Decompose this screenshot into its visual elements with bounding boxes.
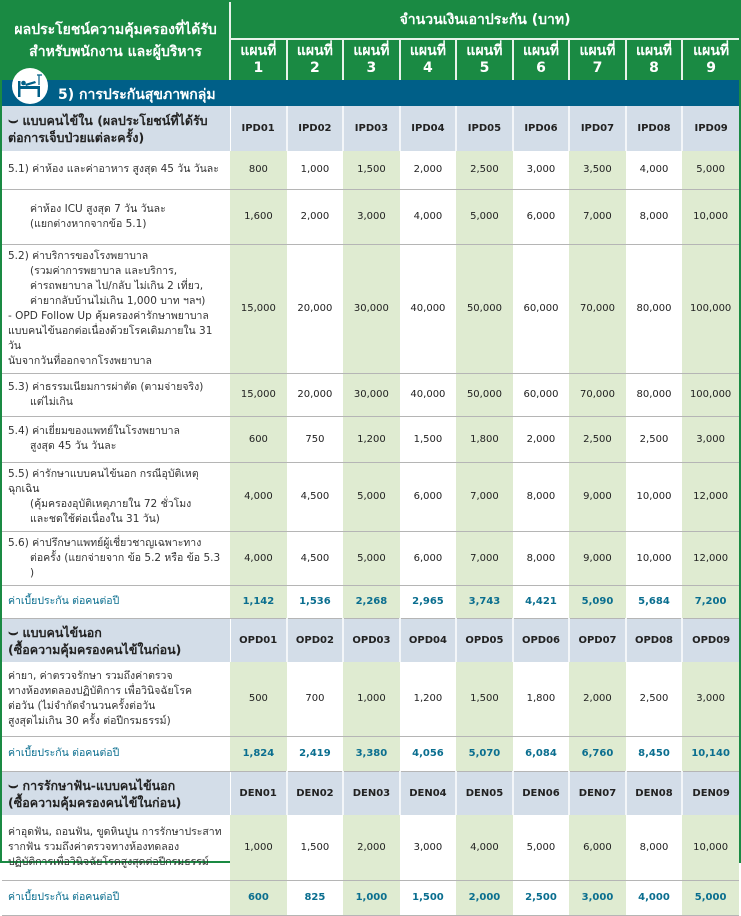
benefit-amount: 8,000 [626, 189, 683, 244]
premium-amount: 3,743 [456, 585, 513, 618]
benefit-amount: 5,000 [682, 151, 739, 189]
plan-word: แผนที่ [240, 43, 277, 59]
table-title-line1: ผลประโยชน์ความคุ้มครองที่ได้รับ [14, 22, 217, 38]
plan-code: DEN05 [456, 771, 513, 815]
benefit-amount: 12,000 [682, 531, 739, 585]
plan-header-7 [569, 39, 626, 80]
premium-label: ค่าเบี้ยประกัน ต่อคนต่อปี [2, 736, 230, 771]
benefit-amount: 750 [287, 416, 344, 462]
benefit-amount: 3,000 [513, 151, 570, 189]
plan-code: DEN07 [569, 771, 626, 815]
benefit-amount: 60,000 [513, 244, 570, 373]
plan-code: DEN08 [626, 771, 683, 815]
benefit-amount: 4,000 [230, 531, 287, 585]
benefit-amount: 9,000 [569, 531, 626, 585]
benefit-label-line: 5.4) ค่าเยี่ยมของแพทย์ในโรงพยาบาล [8, 425, 180, 437]
benefit-label [2, 151, 230, 189]
benefit-row [2, 373, 739, 416]
plan-word: แผนที่ [353, 43, 390, 59]
premium-amount: 825 [287, 880, 344, 915]
benefit-amount: 100,000 [682, 373, 739, 416]
plan-number: 5 [479, 60, 490, 76]
benefit-label-line: สูงสุดไม่เกิน 30 ครั้ง ต่อปีกรมธรรม์) [8, 714, 171, 727]
benefits-table [2, 2, 739, 916]
benefit-row [2, 244, 739, 373]
plan-code: DEN04 [400, 771, 457, 815]
benefit-label-line: รากฟัน รวมถึงค่าตรวจทางห้องทดลอง [8, 840, 180, 853]
plan-code: DEN01 [230, 771, 287, 815]
plan-number: 6 [536, 60, 546, 76]
premium-amount: 4,421 [513, 585, 570, 618]
benefit-amount: 4,500 [287, 462, 344, 531]
plan-header-4 [400, 39, 457, 80]
plan-code: OPD02 [287, 618, 344, 662]
benefit-amount: 15,000 [230, 244, 287, 373]
benefit-amount: 4,000 [230, 462, 287, 531]
group-title-line1: การรักษาฟัน-แบบคนไข้นอก [22, 777, 176, 793]
plan-code: IPD04 [400, 106, 457, 151]
plan-code: OPD03 [343, 618, 400, 662]
benefit-label [2, 244, 230, 373]
benefit-label [2, 373, 230, 416]
amount-header: จำนวนเงินเอาประกัน (บาท) [230, 2, 739, 39]
plan-header-5 [456, 39, 513, 80]
benefit-amount: 5,000 [343, 531, 400, 585]
benefit-amount: 8,000 [626, 815, 683, 880]
benefit-amount: 30,000 [343, 244, 400, 373]
benefit-amount: 6,000 [513, 189, 570, 244]
benefit-label-line: 5.1) ค่าห้อง และค่าอาหาร สูงสุด 45 วัน วันละ [8, 163, 219, 176]
benefit-label [2, 662, 230, 736]
benefit-amount: 7,000 [456, 531, 513, 585]
benefit-row [2, 189, 739, 244]
benefit-label-line: ค่ารถพยาบาล ไป/กลับ ไม่เกิน 2 เที่ยว, [30, 279, 204, 292]
benefit-label-line: แบบคนไข้นอกต่อเนื่องด้วยโรคเดิมภายใน 31 วัน [8, 324, 213, 352]
benefit-amount: 80,000 [626, 244, 683, 373]
benefit-label-line: 5.5) ค่ารักษาแบบคนไข้นอก กรณีอุบัติเหตุฉุกเฉิน [8, 467, 199, 495]
plan-header-1 [230, 39, 287, 80]
plan-number: 2 [310, 60, 320, 76]
plan-code: OPD01 [230, 618, 287, 662]
benefit-label-line: นับจากวันที่ออกจากโรงพยาบาล [8, 354, 152, 367]
benefit-amount: 500 [230, 662, 287, 736]
premium-row [2, 736, 739, 771]
benefit-label-line: 5.2) ค่าบริการของโรงพยาบาล [8, 249, 149, 262]
benefit-amount: 1,500 [343, 151, 400, 189]
benefit-label-line: 5.6) ค่าปรึกษาแพทย์ผู้เชี่ยวชาญเฉพาะทาง [8, 536, 202, 549]
plan-code: IPD07 [569, 106, 626, 151]
benefit-amount: 6,000 [400, 462, 457, 531]
premium-row [2, 880, 739, 915]
premium-amount: 1,000 [343, 880, 400, 915]
benefit-amount: 7,000 [569, 189, 626, 244]
benefit-amount: 1,500 [456, 662, 513, 736]
plan-code: DEN09 [692, 787, 730, 799]
premium-amount: 2,000 [456, 880, 513, 915]
premium-row [2, 585, 739, 618]
premium-amount: 1,536 [287, 585, 344, 618]
benefit-label-line: - OPD Follow Up คุ้มครองค่ารักษาพยาบาล [8, 309, 209, 322]
benefit-row [2, 416, 739, 462]
smile-icon: ⌣ [8, 621, 19, 641]
plan-word: แผนที่ [296, 43, 333, 59]
premium-amount: 1,142 [230, 585, 287, 618]
benefit-row [2, 531, 739, 585]
benefit-amount: 50,000 [456, 373, 513, 416]
plan-number: 7 [592, 60, 603, 76]
plan-header-2 [287, 39, 344, 80]
premium-amount: 1,824 [230, 736, 287, 771]
benefit-amount: 80,000 [626, 373, 683, 416]
benefit-label-line: ค่าห้อง ICU สูงสุด 7 วัน วันละ [30, 202, 166, 215]
premium-amount: 2,268 [343, 585, 400, 618]
benefit-amount: 4,000 [626, 151, 683, 189]
benefit-label-line: (แยกต่างหากจากข้อ 5.1) [30, 217, 147, 230]
benefit-amount: 2,000 [513, 416, 570, 462]
benefit-amount: 4,000 [400, 189, 457, 244]
premium-label: ค่าเบี้ยประกัน ต่อคนต่อปี [2, 880, 230, 915]
benefit-amount: 15,000 [230, 373, 287, 416]
plan-word: แผนที่ [693, 43, 730, 59]
premium-amount: 3,380 [343, 736, 400, 771]
plan-code: DEN02 [287, 771, 344, 815]
benefit-amount: 800 [230, 151, 287, 189]
plan-code: OPD05 [456, 618, 513, 662]
plan-header-6 [513, 39, 570, 80]
smile-icon: ⌣ [8, 774, 19, 794]
benefit-amount: 4,000 [456, 815, 513, 880]
premium-amount: 4,000 [626, 880, 683, 915]
benefit-amount: 1,000 [287, 151, 344, 189]
benefit-amount: 3,000 [400, 815, 457, 880]
benefit-amount: 3,500 [569, 151, 626, 189]
benefit-amount: 6,000 [400, 531, 457, 585]
benefit-label-line: 5.3) ค่าธรรมเนียมการผ่าตัด (ตามจ่ายจริง) [8, 380, 204, 393]
benefit-label [2, 416, 230, 462]
section-title: 5) การประกันสุขภาพกลุ่ม [58, 87, 216, 103]
benefit-amount: 70,000 [569, 373, 626, 416]
benefit-amount: 1,200 [400, 662, 457, 736]
group-header-row [2, 771, 739, 815]
premium-amount: 5,000 [682, 880, 739, 915]
benefit-amount: 2,000 [569, 662, 626, 736]
benefit-row [2, 662, 739, 736]
benefit-amount: 3,000 [682, 416, 739, 462]
plan-code: IPD02 [287, 106, 344, 151]
benefit-amount: 2,500 [569, 416, 626, 462]
benefit-label [2, 531, 230, 585]
premium-amount: 6,760 [569, 736, 626, 771]
benefit-amount: 2,000 [287, 189, 344, 244]
benefit-amount: 100,000 [682, 244, 739, 373]
benefit-amount: 4,500 [287, 531, 344, 585]
benefit-amount: 10,000 [682, 189, 739, 244]
plan-number: 4 [423, 60, 433, 76]
benefit-amount: 2,500 [626, 662, 683, 736]
benefit-amount: 60,000 [513, 373, 570, 416]
benefit-row [2, 815, 739, 880]
group-title-line2: ต่อการเจ็บป่วยแต่ละครั้ง) [8, 130, 145, 145]
plan-code: DEN03 [343, 771, 400, 815]
smile-icon: ⌣ [8, 110, 19, 129]
benefit-label [2, 189, 230, 244]
plan-word: แผนที่ [522, 43, 559, 59]
plan-number: 8 [649, 60, 659, 76]
plan-header-8 [626, 39, 683, 80]
benefit-amount: 40,000 [400, 373, 457, 416]
premium-amount: 3,000 [569, 880, 626, 915]
plan-code: IPD06 [513, 106, 570, 151]
plan-number: 1 [253, 60, 264, 76]
group-title [2, 106, 230, 151]
benefit-label-line: ค่าอุดฟัน, ถอนฟัน, ขูดหินปูน การรักษาประสาท [8, 825, 222, 838]
premium-amount: 2,500 [513, 880, 570, 915]
plan-word: แผนที่ [635, 43, 672, 59]
benefit-row [2, 151, 739, 189]
benefit-amount: 2,000 [343, 815, 400, 880]
plan-word: แผนที่ [466, 43, 503, 59]
benefit-amount: 6,000 [569, 815, 626, 880]
benefit-amount: 1,500 [400, 416, 457, 462]
table-title-line2: สำหรับพนักงาน และผู้บริหาร [29, 44, 202, 60]
benefit-amount: 3,000 [682, 662, 739, 736]
benefit-amount: 3,000 [343, 189, 400, 244]
premium-amount: 5,684 [626, 585, 683, 618]
benefit-label-line: สูงสุด 45 วัน วันละ [30, 440, 117, 452]
benefit-label-line: ต่อวัน (ไม่จำกัดจำนวนครั้งต่อวัน [8, 699, 156, 712]
benefit-label [2, 815, 230, 880]
group-title-line2: (ซื้อความคุ้มครองคนไข้ในก่อน) [8, 641, 182, 657]
benefit-amount: 2,500 [626, 416, 683, 462]
section-bar-row [2, 80, 739, 106]
group-title-line1: แบบคนไข้ใน (ผลประโยชน์ที่ได้รับ [22, 113, 208, 128]
benefit-amount: 5,000 [513, 815, 570, 880]
plan-code: OPD06 [513, 618, 570, 662]
premium-amount: 2,965 [400, 585, 457, 618]
premium-label: ค่าเบี้ยประกัน ต่อคนต่อปี [2, 585, 230, 618]
benefit-amount: 1,000 [230, 815, 287, 880]
premium-amount: 600 [230, 880, 287, 915]
benefit-amount: 20,000 [287, 373, 344, 416]
benefit-amount: 40,000 [400, 244, 457, 373]
plan-code: DEN06 [513, 771, 570, 815]
group-title [2, 771, 230, 815]
premium-amount: 8,450 [626, 736, 683, 771]
plan-word: แผนที่ [409, 43, 446, 59]
benefit-label-line: ต่อครั้ง (แยกจ่ายจาก ข้อ 5.2 หรือ ข้อ 5.3 ) [30, 551, 221, 579]
benefit-amount: 30,000 [343, 373, 400, 416]
benefit-amount: 1,200 [343, 416, 400, 462]
plan-code: IPD05 [456, 106, 513, 151]
hospital-bed-icon [12, 68, 48, 104]
plan-number: 3 [366, 60, 377, 76]
plan-header-9 [682, 39, 739, 80]
group-title [2, 618, 230, 662]
header-row-top [2, 2, 739, 39]
benefit-amount: 70,000 [569, 244, 626, 373]
benefit-amount: 10,000 [626, 462, 683, 531]
plan-code: OPD04 [400, 618, 457, 662]
plan-code: IPD03 [343, 106, 400, 151]
group-title-line1: แบบคนไข้นอก [22, 624, 102, 640]
benefit-amount: 8,000 [513, 462, 570, 531]
benefit-amount: 700 [287, 662, 344, 736]
benefit-label-line: ค่ายากลับบ้านไม่เกิน 1,000 บาท ฯลฯ) [30, 294, 206, 307]
plan-word: แผนที่ [579, 43, 616, 59]
benefit-amount: 7,000 [456, 462, 513, 531]
plan-number: 9 [706, 60, 716, 76]
benefit-amount: 1,000 [343, 662, 400, 736]
benefit-amount: 50,000 [456, 244, 513, 373]
benefit-amount: 8,000 [513, 531, 570, 585]
premium-amount: 10,140 [682, 736, 739, 771]
group-header-row [2, 106, 739, 151]
plan-header-3 [343, 39, 400, 80]
benefit-label-line: ปฏิบัติการเพื่อวินิจฉัยโรคสูงสุดต่อปีกรมธรรม์ [8, 855, 209, 868]
premium-amount: 1,500 [400, 880, 457, 915]
benefit-amount: 1,800 [456, 416, 513, 462]
benefit-amount: 5,000 [343, 462, 400, 531]
premium-amount: 2,419 [287, 736, 344, 771]
benefit-row [2, 462, 739, 531]
premium-amount: 4,056 [400, 736, 457, 771]
benefit-amount: 2,000 [400, 151, 457, 189]
premium-amount: 6,084 [513, 736, 570, 771]
benefit-amount: 2,500 [456, 151, 513, 189]
benefit-label [2, 462, 230, 531]
benefit-amount: 1,600 [230, 189, 287, 244]
benefit-label-line: ทางห้องทดลองปฏิบัติการ เพื่อวินิจฉัยโรค [8, 684, 192, 697]
benefit-label-line: (คุ้มครองอุบัติเหตุภายใน 72 ชั่วโมง [30, 497, 192, 510]
benefit-amount: 1,500 [287, 815, 344, 880]
benefit-label-line: (รวมค่าการพยาบาล และบริการ, [30, 264, 178, 277]
benefit-amount: 9,000 [569, 462, 626, 531]
benefit-amount: 1,800 [513, 662, 570, 736]
benefit-label-line: ค่ายา, ค่าตรวจรักษา รวมถึงค่าตรวจ [8, 669, 173, 682]
benefit-amount: 12,000 [682, 462, 739, 531]
group-header-row [2, 618, 739, 662]
premium-amount: 7,200 [682, 585, 739, 618]
benefit-amount: 20,000 [287, 244, 344, 373]
benefit-label-line: แต่ไม่เกิน [30, 395, 73, 408]
plan-code: IPD08 [626, 106, 683, 151]
plan-code: OPD09 [692, 634, 731, 646]
plan-code: IPD09 [694, 123, 728, 134]
benefit-amount: 10,000 [626, 531, 683, 585]
benefit-amount: 600 [230, 416, 287, 462]
benefit-amount: 5,000 [456, 189, 513, 244]
premium-amount: 5,090 [569, 585, 626, 618]
premium-amount: 5,070 [456, 736, 513, 771]
benefit-label-line: และชดใช้ต่อเนื่องใน 31 วัน) [30, 512, 160, 525]
plan-code: OPD07 [569, 618, 626, 662]
benefit-amount: 10,000 [682, 815, 739, 880]
plan-code: IPD01 [230, 106, 287, 151]
plan-code: OPD08 [626, 618, 683, 662]
group-title-line2: (ซื้อความคุ้มครองคนไข้ในก่อน) [8, 794, 182, 810]
